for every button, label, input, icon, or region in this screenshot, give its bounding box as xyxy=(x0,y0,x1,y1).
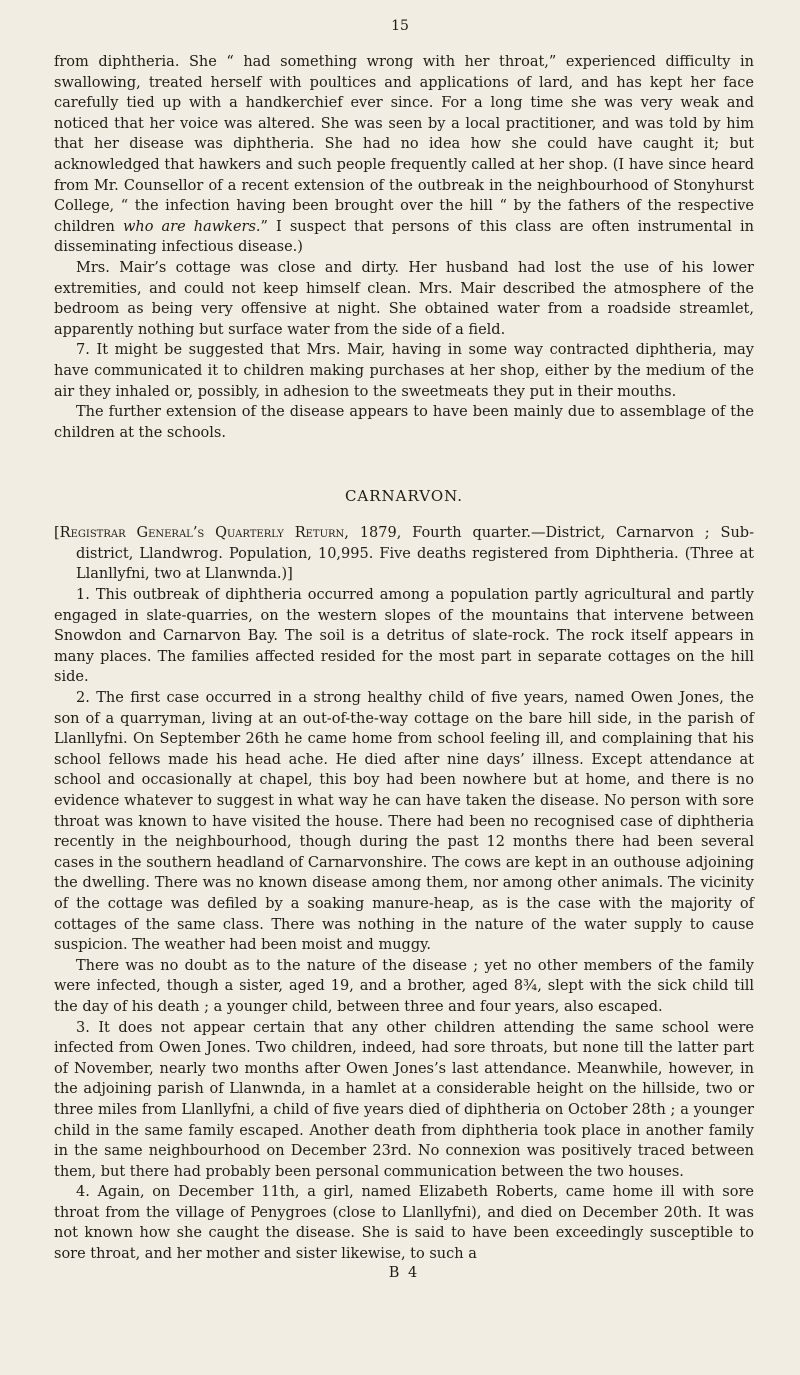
registrar-return-note: [Registrar General’s Quarterly Return, 1879, Fourth quarter.—District, Carnarvon ; Sub-district, Llandwrog. Population, 10,995. Five deaths registered from Diphtheria. (Three at Llanllyfni, two at Llanwnda.)] xyxy=(54,525,754,583)
paragraph-mair-cottage: Mrs. Mair’s cottage was close and dirty. Her husband had lost the use of his lower extremities, and could not keep himself clean. Mrs. Mair described the atmosphere of the bedroom as being very offensive at night. She obtained water from a roadside streamlet, apparently nothing but surface water from the side of a field. xyxy=(54,259,754,338)
paragraph-2-continued: There was no doubt as to the nature of the disease ; yet no other members of the family were infected, though a sister, aged 19, and a brother, aged 8¾, slept with the sick child till the day of his death ; a younger child, between three and four years, also escaped. xyxy=(54,957,754,1015)
paragraph-2: 2. The first case occurred in a strong healthy child of five years, named Owen Jones, the son of a quarryman, living at an out-of-the-way cottage on the bare hill side, in the parish of Llanllyfni. On September 26th he came home from school feeling ill, and complaining that his school fellows made his head ache. He died after nine days’ illness. Except attendance at school and occasionally at chapel, this boy had been nowhere but at home, and there is no evidence whatever to suggest in what way he can have taken the disease. No person with sore throat was known to have visited the house. There had been no recognised case of diphtheria recently in the neighbourhood, though during the past 12 months there had been several cases in the southern headland of Carnarvonshire. The cows are kept in an outhouse adjoining the dwelling. There was no known disease among them, nor among other animals. The vicinity of the cottage was defiled by a soaking manure-heap, as is the case with the majority of cottages of the same class. There was nothing in the nature of the water supply to cause suspicion. The weather had been moist and muggy. xyxy=(54,690,754,954)
paragraph-7: 7. It might be suggested that Mrs. Mair, having in some way contracted diphtheria, may have communicated it to children making purchases at her shop, either by the medium of the air they inhaled or, possibly, in adhesion to the sweetmeats they put in their mouths. xyxy=(54,342,754,400)
paragraph-3: 3. It does not appear certain that any other children attending the same school were infected from Owen Jones. Two children, indeed, had sore throats, but none till the latter part of November, nearly two months after Owen Jones’s last attendance. Meanwhile, however, in the adjoining parish of Llanwnda, in a hamlet at a considerable height on the hillside, two or three miles from Llanllyfni, a child of five years died of diphtheria on October 28th ; a younger child in the same family escaped. Another death from diphtheria took place in another family in the same neighbourhood on December 23rd. No connexion was positively traced between them, but there had probably been personal communication between the two houses. xyxy=(54,1019,754,1180)
section-heading: CARNARVON. xyxy=(344,487,464,506)
paragraph-4: 4. Again, on December 11th, a girl, named Elizabeth Roberts, came home ill with sore throat from the village of Penygroes (close to Llanllyfni), and died on December 20th. It was not known how she caught the disease. She is said to have been exceedingly susceptible to sore throat, and her mother and sister likewise, to such a xyxy=(54,1184,754,1263)
page-body xyxy=(54,52,754,1281)
italic-phrase: who are hawkers. xyxy=(122,218,261,235)
paragraph-mair-illness: from diphtheria. She “ had something wrong with her throat,” experienced difficulty in swallowing, treated herself with poultices and applications of lard, and has kept her face carefully tied up with a handkerchief ever since. For a long time she was very weak and noticed that her voice was altered. She was seen by a local practitioner, and was told by him that her disease was diphtheria. She had no idea how she could have caught it; but acknowledged that hawkers and such people frequently called at her shop. (I have since heard from Mr. Counsellor of a recent extension of the outbreak in the neighbourhood of Stonyhurst College, “ the infection having been brought over the hill “ by the fathers of the respective children who are hawkers.” I suspect that persons of this class are often instrumental in disseminating infectious disease.) xyxy=(54,54,755,256)
signature-mark: B 4 xyxy=(388,1264,420,1281)
page-number: 15 xyxy=(391,18,409,34)
paragraph-extension: The further extension of the disease appears to have been mainly due to assemblage of the children at the schools. xyxy=(54,404,754,441)
paragraph-1: 1. This outbreak of diphtheria occurred among a population partly agricultural and partly engaged in slate-quarries, on the western slopes of the mountains that intervene between Snowdon and Carnarvon Bay. The soil is a detritus of slate-rock. The rock itself appears in many places. The families affected resided for the most part in separate cottages on the hill side. xyxy=(54,587,754,686)
